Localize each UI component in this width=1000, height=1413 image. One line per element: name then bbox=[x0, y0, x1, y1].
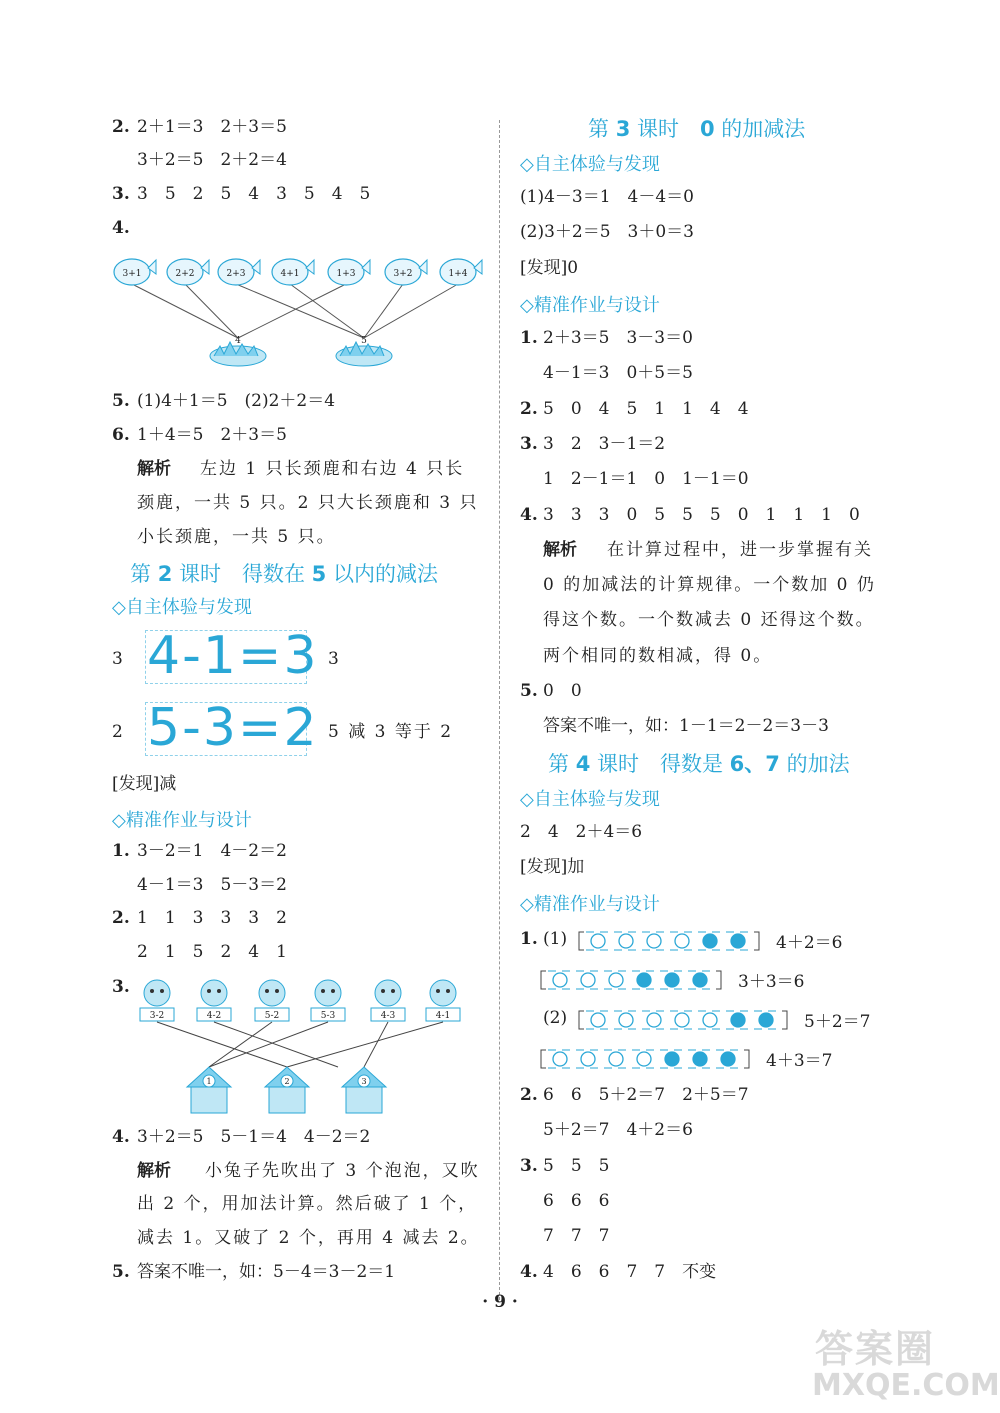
whale-2-label: 2+2 bbox=[175, 269, 195, 279]
bracket-left bbox=[579, 932, 584, 950]
g1-num: 1. bbox=[520, 929, 538, 949]
hollow-dot bbox=[703, 1013, 717, 1027]
animal-card-4-label: 5-3 bbox=[320, 1011, 336, 1021]
r-h4-analysis-label: 解析 bbox=[543, 540, 577, 560]
r-h1-num: 1. bbox=[520, 328, 538, 348]
h1-line1: 3－2＝1 4－2＝2 bbox=[137, 841, 287, 861]
r-h4-line: 3 3 3 0 5 5 5 0 1 1 1 0 bbox=[543, 505, 860, 525]
whale-2 bbox=[167, 259, 209, 285]
r-h4-analysis-l4: 两个相同的数相减，得 0。 bbox=[543, 646, 773, 666]
dot-row-2-equation: 3＋3＝6 bbox=[738, 972, 805, 992]
lesson3-homework-heading: ◇精准作业与设计 bbox=[520, 295, 660, 316]
r-h3-line1: 3 2 3－1＝2 bbox=[543, 434, 666, 454]
filled-dot bbox=[693, 973, 707, 987]
dot-row-2-svg bbox=[540, 968, 722, 992]
hollow-dot bbox=[647, 1013, 661, 1027]
lesson4-finding: [发现]加 bbox=[520, 857, 585, 877]
hollow-dot bbox=[553, 1052, 567, 1066]
page-number: · 9 · bbox=[482, 1292, 518, 1312]
whale-4-label: 4+1 bbox=[280, 269, 300, 279]
lesson3-title: 第 3 课时 0 的加减法 bbox=[588, 117, 806, 141]
r-h3-line2: 1 2－1＝1 0 1－1＝0 bbox=[543, 469, 749, 489]
g3-num: 3. bbox=[520, 1156, 538, 1176]
animal-card-6-label: 4-1 bbox=[435, 1011, 451, 1021]
h4-analysis-l1: 小兔子先吹出了 3 个泡泡，又吹 bbox=[205, 1161, 480, 1181]
dot-row-1-svg bbox=[578, 929, 760, 953]
dot-row-1-equation: 4＋2＝6 bbox=[776, 933, 843, 953]
whale-6-label: 3+2 bbox=[393, 269, 413, 279]
lesson4-explore-heading: ◇自主体验与发现 bbox=[520, 789, 660, 810]
h2-num: 2. bbox=[112, 908, 130, 928]
q6-line: 1＋4＝5 2＋3＝5 bbox=[137, 425, 287, 445]
hollow-dot bbox=[581, 1052, 595, 1066]
whale-5-label: 1+3 bbox=[336, 269, 356, 279]
r-h1-line1: 2＋3＝5 3－3＝0 bbox=[543, 328, 693, 348]
q2-line2: 3＋2＝5 2＋2＝4 bbox=[137, 150, 287, 170]
animal-card-2 bbox=[197, 980, 231, 1021]
whale-1 bbox=[114, 259, 156, 285]
q5-num: 5. bbox=[112, 391, 130, 411]
filled-dot bbox=[759, 1013, 773, 1027]
bracket-right bbox=[716, 971, 721, 989]
q6-analysis-label: 解析 bbox=[137, 459, 171, 479]
filled-dot bbox=[637, 973, 651, 987]
animal-card-5 bbox=[371, 980, 405, 1021]
dot-row-3-svg bbox=[578, 1008, 788, 1032]
hollow-dot bbox=[609, 1052, 623, 1066]
filled-dot bbox=[731, 1013, 745, 1027]
whale-7-label: 1+4 bbox=[448, 269, 468, 279]
hollow-dot bbox=[675, 934, 689, 948]
r-h4-analysis-l2: 0 的加减法的计算规律。一个数加 0 仍 bbox=[543, 575, 876, 595]
g4-num: 4. bbox=[520, 1262, 538, 1282]
q3-num: 3. bbox=[112, 184, 130, 204]
filled-dot bbox=[693, 1052, 707, 1066]
h1-line2: 4－1＝3 5－3＝2 bbox=[137, 875, 287, 895]
animal-card-6 bbox=[426, 980, 460, 1021]
dot-row-4-equation: 4＋3＝7 bbox=[766, 1051, 833, 1071]
filled-dot bbox=[731, 934, 745, 948]
bracket-left bbox=[579, 1011, 584, 1029]
lesson2-explore-heading: ◇自主体验与发现 bbox=[112, 597, 252, 618]
writing-row1-eq: 4-1=3 bbox=[147, 626, 319, 686]
whale-3-label: 2+3 bbox=[226, 269, 246, 279]
lesson2-homework-heading: ◇精准作业与设计 bbox=[112, 810, 252, 831]
dot-row-3 bbox=[578, 1007, 870, 1032]
lesson3-explore-heading: ◇自主体验与发现 bbox=[520, 154, 660, 175]
explore-row1-left: 3 bbox=[112, 649, 123, 669]
q4-num: 4. bbox=[112, 218, 130, 238]
g1-part2: (2) bbox=[543, 1008, 568, 1028]
explore-row2-right: 5 减 3 等于 2 bbox=[328, 722, 454, 742]
lesson4-explore-line: 2 4 2＋4＝6 bbox=[520, 822, 643, 842]
h4-analysis-l3: 减去 1。又破了 2 个，再用 4 减去 2。 bbox=[137, 1228, 480, 1248]
h5-line: 答案不唯一，如：5－4＝3－2＝1 bbox=[137, 1262, 396, 1282]
r-h4-num: 4. bbox=[520, 505, 538, 525]
whale-4 bbox=[272, 259, 314, 285]
dot-row-4 bbox=[540, 1046, 832, 1071]
bracket-left bbox=[541, 971, 546, 989]
q6-num: 6. bbox=[112, 425, 130, 445]
g2-line2: 5＋2＝7 4＋2＝6 bbox=[543, 1120, 693, 1140]
lesson2-finding: [发现]减 bbox=[112, 774, 177, 794]
q2-line1: 2＋1＝3 2＋3＝5 bbox=[137, 117, 287, 137]
q2-num: 2. bbox=[112, 117, 130, 137]
lesson4-title: 第 4 课时 得数是 6、7 的加法 bbox=[548, 752, 850, 776]
house-1 bbox=[187, 1067, 231, 1113]
animal-card-3 bbox=[255, 980, 289, 1021]
hollow-dot bbox=[619, 934, 633, 948]
g1-part1: (1) bbox=[543, 929, 568, 949]
q6-analysis-l2: 颈鹿，一共 5 只。2 只大长颈鹿和 3 只 bbox=[137, 493, 479, 513]
h3-num: 3. bbox=[112, 977, 130, 997]
watermark-url: MXQE.COM bbox=[812, 1368, 1000, 1403]
whale-6 bbox=[385, 259, 427, 285]
house-2-label: 2 bbox=[284, 1077, 290, 1086]
filled-dot bbox=[703, 934, 717, 948]
r-h5-num: 5. bbox=[520, 681, 538, 701]
q6-analysis-l3: 小长颈鹿，一共 5 只。 bbox=[137, 527, 336, 547]
whale-matching-diagram bbox=[110, 250, 500, 380]
r-h2-num: 2. bbox=[520, 399, 538, 419]
hollow-dot bbox=[609, 973, 623, 987]
column-divider bbox=[499, 120, 500, 1300]
dot-row-1 bbox=[578, 928, 842, 953]
h2-line2: 2 1 5 2 4 1 bbox=[137, 942, 287, 962]
h4-num: 4. bbox=[112, 1127, 130, 1147]
house-1-label: 1 bbox=[206, 1077, 212, 1086]
lesson3-explore-l2: (2)3＋2＝5 3＋0＝3 bbox=[520, 222, 694, 242]
lesson3-explore-l1: (1)4－3＝1 4－4＝0 bbox=[520, 187, 694, 207]
explore-row2-left: 2 bbox=[112, 722, 123, 742]
animal-card-1-label: 3-2 bbox=[149, 1011, 165, 1021]
splash-5-label: 5 bbox=[361, 336, 367, 346]
watermark-logo: 答案圈 bbox=[815, 1327, 936, 1371]
q5-line: (1)4＋1＝5 (2)2＋2＝4 bbox=[137, 391, 336, 411]
whale-1-label: 3+1 bbox=[122, 269, 142, 279]
g3-line1: 5 5 5 bbox=[543, 1156, 610, 1176]
house-3-label: 3 bbox=[361, 1077, 367, 1086]
dot-row-2 bbox=[540, 967, 804, 992]
r-h5-line2: 答案不唯一，如：1－1＝2－2＝3－3 bbox=[543, 716, 829, 736]
h4-line: 3＋2＝5 5－1＝4 4－2＝2 bbox=[137, 1127, 371, 1147]
hollow-dot bbox=[581, 973, 595, 987]
house-3 bbox=[342, 1067, 386, 1113]
r-h5-line1: 0 0 bbox=[543, 681, 582, 701]
dot-row-3-equation: 5＋2＝7 bbox=[804, 1012, 871, 1032]
r-h4-analysis-l3: 得这个数。一个数减去 0 还得这个数。 bbox=[543, 610, 875, 630]
g3-line3: 7 7 7 bbox=[543, 1226, 610, 1246]
animal-house-diagram bbox=[130, 975, 480, 1120]
whale-7 bbox=[440, 259, 482, 285]
hollow-dot bbox=[619, 1013, 633, 1027]
r-h2-line: 5 0 4 5 1 1 4 4 bbox=[543, 399, 749, 419]
h2-line1: 1 1 3 3 3 2 bbox=[137, 908, 287, 928]
splash-4 bbox=[210, 336, 266, 366]
animal-card-5-label: 4-3 bbox=[380, 1011, 396, 1021]
splash-5 bbox=[336, 336, 392, 366]
hollow-dot bbox=[591, 1013, 605, 1027]
animal-card-2-label: 4-2 bbox=[206, 1011, 222, 1021]
hollow-dot bbox=[591, 934, 605, 948]
lesson3-finding: [发现]0 bbox=[520, 258, 579, 278]
animal-card-3-label: 5-2 bbox=[264, 1011, 280, 1021]
h5-num: 5. bbox=[112, 1262, 130, 1282]
dot-row-4-svg bbox=[540, 1047, 750, 1071]
bracket-right bbox=[744, 1050, 749, 1068]
h1-num: 1. bbox=[112, 841, 130, 861]
q6-analysis-l1: 左边 1 只长颈鹿和右边 4 只长 bbox=[200, 459, 465, 479]
filled-dot bbox=[665, 1052, 679, 1066]
explore-row1-right: 3 bbox=[328, 649, 339, 669]
writing-row2-eq: 5-3=2 bbox=[147, 698, 319, 758]
animal-card-1 bbox=[140, 980, 174, 1021]
q3-line: 3 5 2 5 4 3 5 4 5 bbox=[137, 184, 371, 204]
g2-line1: 6 6 5＋2＝7 2＋5＝7 bbox=[543, 1085, 749, 1105]
whale-5 bbox=[328, 259, 370, 285]
g3-line2: 6 6 6 bbox=[543, 1191, 610, 1211]
filled-dot bbox=[665, 973, 679, 987]
h4-analysis-l2: 出 2 个，用加法计算。然后破了 1 个， bbox=[137, 1194, 478, 1214]
hollow-dot bbox=[637, 1052, 651, 1066]
r-h1-line2: 4－1＝3 0＋5＝5 bbox=[543, 363, 693, 383]
animal-card-4 bbox=[311, 980, 345, 1021]
hollow-dot bbox=[553, 973, 567, 987]
filled-dot bbox=[721, 1052, 735, 1066]
g2-num: 2. bbox=[520, 1085, 538, 1105]
lesson2-title: 第 2 课时 得数在 5 以内的减法 bbox=[130, 562, 438, 586]
h4-analysis-label: 解析 bbox=[137, 1161, 171, 1181]
bracket-right bbox=[782, 1011, 787, 1029]
hollow-dot bbox=[647, 934, 661, 948]
bracket-left bbox=[541, 1050, 546, 1068]
r-h3-num: 3. bbox=[520, 434, 538, 454]
house-2 bbox=[265, 1067, 309, 1113]
g4-line: 4 6 6 7 7 不变 bbox=[543, 1262, 717, 1282]
lesson4-homework-heading: ◇精准作业与设计 bbox=[520, 894, 660, 915]
hollow-dot bbox=[675, 1013, 689, 1027]
whale-3 bbox=[218, 259, 260, 285]
splash-4-label: 4 bbox=[235, 336, 241, 346]
bracket-right bbox=[754, 932, 759, 950]
r-h4-analysis-l1: 在计算过程中，进一步掌握有关 bbox=[607, 540, 873, 560]
